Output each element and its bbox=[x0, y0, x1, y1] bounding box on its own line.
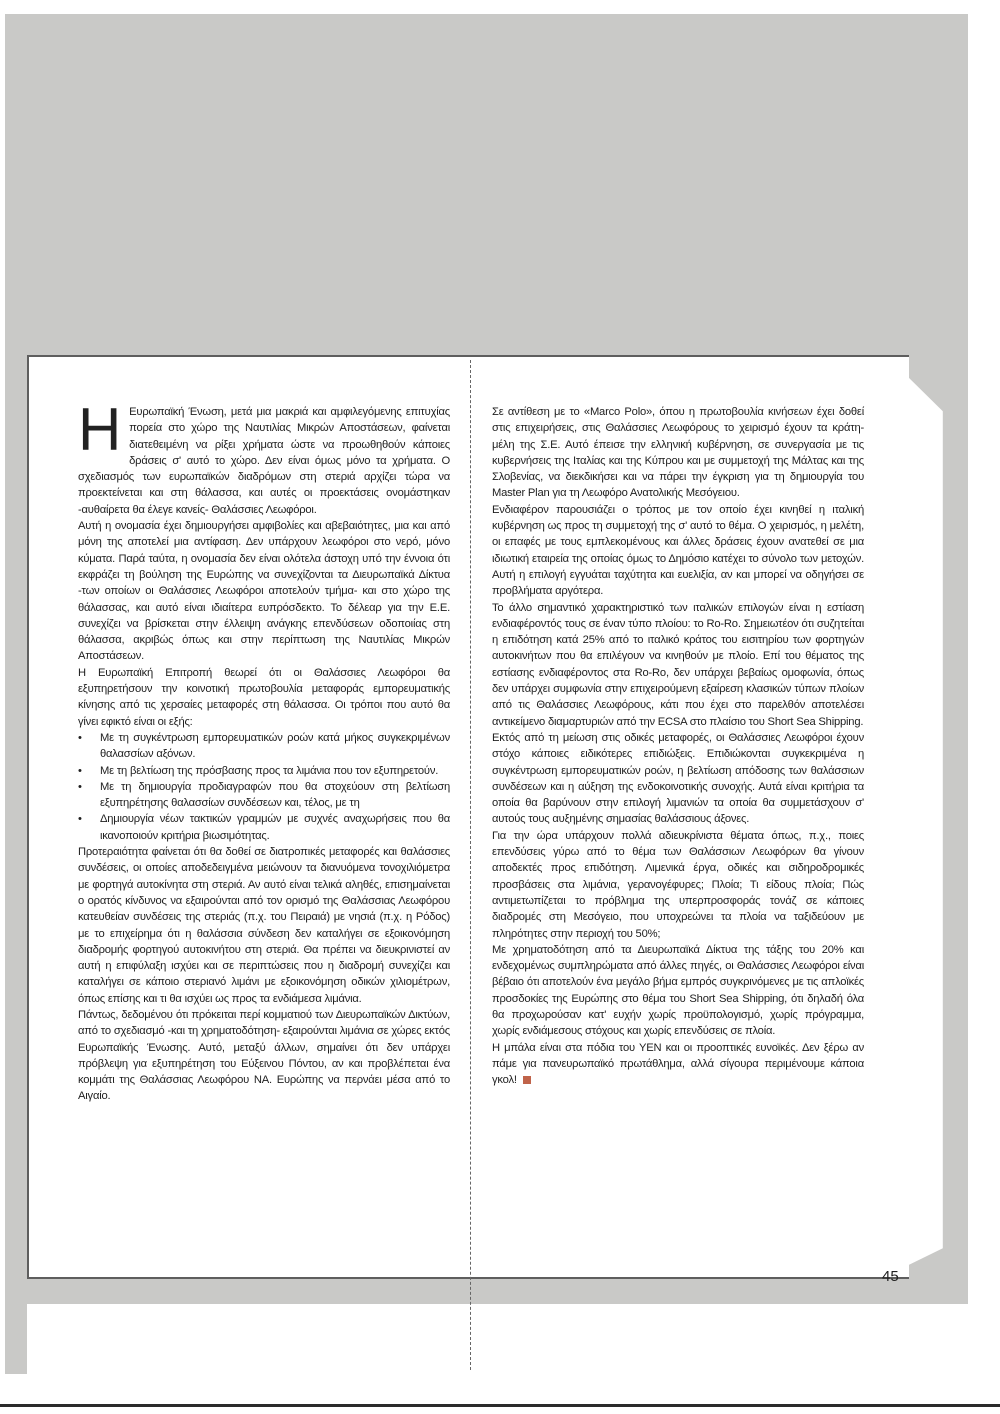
column-divider bbox=[470, 360, 471, 1370]
paragraph: Η Ευρωπαϊκή Επιτροπή θεωρεί ότι οι Θαλάσσιες Λεωφόροι θα εξυπηρετήσουν την κοινοτική πρωτοβουλία μεταφοράς εμπορευματικής κίνησης από τις χερσαίες μεταφορές στη θάλασσα. Οι τρόποι που αυτό θα γίνει εφικτό είναι οι εξής: bbox=[78, 666, 450, 728]
right-column bbox=[492, 404, 864, 1088]
list-item: • Με τη βελτίωση της πρόσβασης προς τα λιμάνια που τον εξυπηρετούν. bbox=[78, 763, 450, 779]
drop-cap: Η bbox=[78, 396, 122, 463]
list-item: • Δημιουργία νέων τακτικών γραμμών με συχνές αναχωρήσεις που θα ικανοποιούν κριτήρια βιωσιμότητας. bbox=[78, 811, 450, 844]
list-item: • Με τη δημιουργία προδιαγραφών που θα στοχεύουν στη βελτίωση εξυπηρέτησης θαλασσίων συνδέσεων και, τέλος, με τη bbox=[78, 779, 450, 812]
paragraph: Ενδιαφέρον παρουσιάζει ο τρόπος με τον οποίο έχει κινηθεί η ιταλική κυβέρνηση ως προς τη συμμετοχή της σ' αυτό το θέμα. Ο χειρισμός, η μελέτη, οι επαφές με τους εμπλεκομένους και άλλες δράσεις έχουν ανατεθεί σε μια ιδιωτική εταιρεία της οποίας όμως το Δημόσιο κατέχει το σύνολο των μετοχών. Αυτή η επιλογή εγγυάται ταχύτητα και ευελιξία, αν και μπορεί να οδηγήσει σε προβλήματα αργότερα. bbox=[492, 503, 864, 598]
page-number: 45 bbox=[882, 1268, 899, 1285]
paragraph: Πάντως, δεδομένου ότι πρόκειται περί κομματιού των Διευρωπαϊκών Δικτύων, από το σχεδιασμό -και τη χρηματοδότηση- εξαιρούνται λιμάνια σε χώρες εκτός Ευρωπαϊκής Ένωσης. Αυτό, μεταξύ άλλων, σημαίνει ότι δεν υπάρχει πρόβλεψη για εξυπηρέτηση του Εύξεινου Πόντου, αν και προβλέπεται ένα κομμάτι της Θαλάσσιας Λεωφόρου ΝΑ. Ευρώπης να περνάει μέσα από το Αιγαίο. bbox=[78, 1008, 450, 1103]
list-item: • Με τη συγκέντρωση εμπορευματικών ροών κατά μήκος συγκεκριμένων θαλασσίων αξόνων. bbox=[78, 730, 450, 763]
end-of-article-square-icon bbox=[523, 1076, 531, 1084]
paragraph: Για την ώρα υπάρχουν πολλά αδιευκρίνιστα θέματα όπως, π.χ., ποιες επενδύσεις γύρω από το θέμα των Θαλάσσιων Λεωφόρων θα γίνουν αποδεκτές προς επιδότηση. Λιμενικά έργα, οδικές και σιδηροδρομικές προσβάσεις στα λιμάνια, γερανογέφυρες; Πλοία; Τι είδους πλοία; Πώς αντιμετωπίζεται το πρόβλημα της υπερπροσφοράς τονάζ σε κάποιες διαδρομές στη Μεσόγειο, που υποχρεώνει τα πλοία να ταξιδεύουν με πληρότητες στην περιοχή του 50%; bbox=[492, 829, 864, 940]
top-gray-area bbox=[5, 14, 968, 374]
paragraph: Προτεραιότητα φαίνεται ότι θα δοθεί σε διατροπικές μεταφορές και θαλάσσιες συνδέσεις, οι οποίες αποδεδειγμένα μειώνουν τα διανυόμενα τονοχιλιόμετρα με φορτηγά αυτοκίνητα στη στεριά. Αν αυτό είναι τελικά αληθές, επισημαίνεται ο ορατός κίνδυνος να εξαιρούνται από τον ορισμό της Θαλάσσιας Λεωφόρου κατευθείαν συνδέσεις της στεριάς (π.χ. του Πειραιά) με νησιά (π.χ. η Ρόδος) με το επιχείρημα ότι η θαλάσσια σύνδεση δεν καταλήγει σε εξοικονόμηση διαδρομής φορτηγού αυτοκινήτου στη στεριά. Θα πρέπει να διευκρινιστεί αν αυτή η επιφύλαξη ισχύει και σε περιπτώσεις που η διαδρομή συνεχίζει και καταλήγει σε κάποιο στεριανό λιμάνι με εξοικονόμηση οδικών χιλιομέτρων, όπως επίσης και τι θα ισχύει ως προς τα ενδιάμεσα λιμάνια. bbox=[78, 846, 450, 1005]
paragraph: Εκτός από τη μείωση στις οδικές μεταφορές, οι Θαλάσσιες Λεωφόροι έχουν στόχο κάποιες ειδικότερες επιδιώξεις. Επιδιώκονται συγκεκριμένα η συγκέντρωση εμπορευματικών ροών, η βελτίωση απόδοσης των θαλάσσιων συνδέσεων και η αύξηση της ενδοκοινοτικής συνοχής. Αυτά είναι κριτήρια τα οποία θα βαρύνουν στην επιλογή λιμανιών τα οποία θα συμμετάσχουν σ' αυτούς τους αυξημένης σημασίας θαλάσσιους άξονες. bbox=[492, 731, 864, 826]
bottom-edge-band bbox=[0, 1404, 1000, 1407]
paragraph: Με χρηματοδότηση από τα Διευρωπαϊκά Δίκτυα της τάξης του 20% και ενδεχομένως συμπληρώματα από άλλες πηγές, οι Θαλάσσιες Λεωφόροι είναι βέβαιο ότι αποτελούν ένα μεγάλο βήμα εμπρός συγκρινόμενες με τις απλοϊκές προσδοκίες της Ευρώπης στο θέμα του Short Sea Shipping, ότι δηλαδή όλα θα προχωρούσαν κατ' ευχήν χωρίς προϋπολογισμό, χωρίς πρόγραμμα, χωρίς ενδιάμεσους στόχους και χωρίς επενδύσεις σε πλοία. bbox=[492, 943, 864, 1038]
closing-paragraph: Η μπάλα είναι στα πόδια του ΥΕΝ και οι προοπτικές ευνοϊκές. Δεν ξέρω αν πάμε για πανευρωπαϊκό πρωτάθλημα, αλλά σίγουρα περιμένουμε κάποια γκολ! bbox=[492, 1041, 864, 1087]
intro-paragraph: Η Ευρωπαϊκή Ένωση, μετά μια μακριά και αμφιλεγόμενης επιτυχίας πορεία στο χώρο της Ναυτιλίας Μικρών Αποστάσεων, φαίνεται διατεθειμένη να ρίξει χρήματα ώστε να προωθηθούν κάποιες δράσεις σ' αυτό το χώρο. Δεν είναι όμως μόνο τα χρήματα. Ο σχεδιασμός των ευρωπαϊκών διαδρόμων στη στεριά αρχίζει τώρα να προεκτείνεται και στη θάλασσα, και αυτές οι προεκτάσεις ονομάστηκαν -αυθαίρετα θα έλεγε κανείς- Θαλάσσιες Λεωφόροι. bbox=[78, 396, 450, 516]
right-gray-strip bbox=[905, 374, 968, 1304]
paragraph: Αυτή η ονομασία έχει δημιουργήσει αμφιβολίες και αβεβαιότητες, μια και από μόνη της αποτελεί μια αντίφαση. Δεν υπάρχουν λεωφόροι στο νερό, μόνο κύματα. Παρά ταύτα, η ονομασία δεν είναι ολότελα άστοχη υπό την έννοια ότι εκφράζει τη βούληση της Ευρώπης να συνεχίζονται τα Διευρωπαϊκά Δίκτυα -των οποίων οι Θαλάσσιες Λεωφόροι αποτελούν τμήμα- και στο χώρο της θάλασσας, και αυτό είναι ιδιαίτερα ευπρόσδεκτο. Το δέλεαρ για την Ε.Ε. συνεχίζει να βρίσκεται στην έλλειψη ανάγκης επενδύσεων οδοποιίας στη θάλασσα, ακριβώς όπως και στην περίπτωση της Ναυτιλίας Μικρών Αποστάσεων. bbox=[78, 520, 450, 663]
bullet-list bbox=[78, 730, 450, 844]
paragraph: Σε αντίθεση με το «Marco Polo», όπου η πρωτοβουλία κινήσεων έχει δοθεί στις επιχειρήσεις, στις Θαλάσσιες Λεωφόρους το χειρισμό έχουν τα κράτη-μέλη της Σ.Ε. Αυτό έπεισε την ελληνική κυβέρνηση, σε συνεργασία με τις κυβερνήσεις της Ιταλίας και της Κύπρου και με συμμετοχή της Μάλτας και της Σλοβενίας, να διεκδικήσει και να πάρει την έγκριση για τη δημιουργία του Master Plan για τη Λεωφόρο Ανατολικής Μεσόγειου. bbox=[492, 406, 864, 500]
left-gray-strip bbox=[5, 374, 27, 1374]
paragraph: Το άλλο σημαντικό χαρακτηριστικό των ιταλικών επιλογών είναι η εστίαση ενδιαφέροντός τους σε έναν τύπο πλοίου: το Ro-Ro. Σημειωτέον ότι συζητείται η επιδότηση κατά 25% από το ιταλικό κράτος του εισιτηρίου των φορτηγών αυτοκινήτων που θα επιλέγουν να κινηθούν με πλοίο. Επί του θέματος της εστίασης ενδιαφέροντος στα Ro-Ro, δεν υπάρχει βεβαίως ομοφωνία, όπως δεν υπάρχει συμφωνία στην επιχειρούμενη εξαίρεση κλασικών τύπων πλοίων από τις Θαλάσσιες Λεωφόρους, κάτι που έχει στο παρελθόν αποτελέσει αντικείμενο διαμαρτυριών από την ECSA στο πλαίσιο του Short Sea Shipping. bbox=[492, 601, 864, 728]
left-column bbox=[78, 396, 450, 1105]
